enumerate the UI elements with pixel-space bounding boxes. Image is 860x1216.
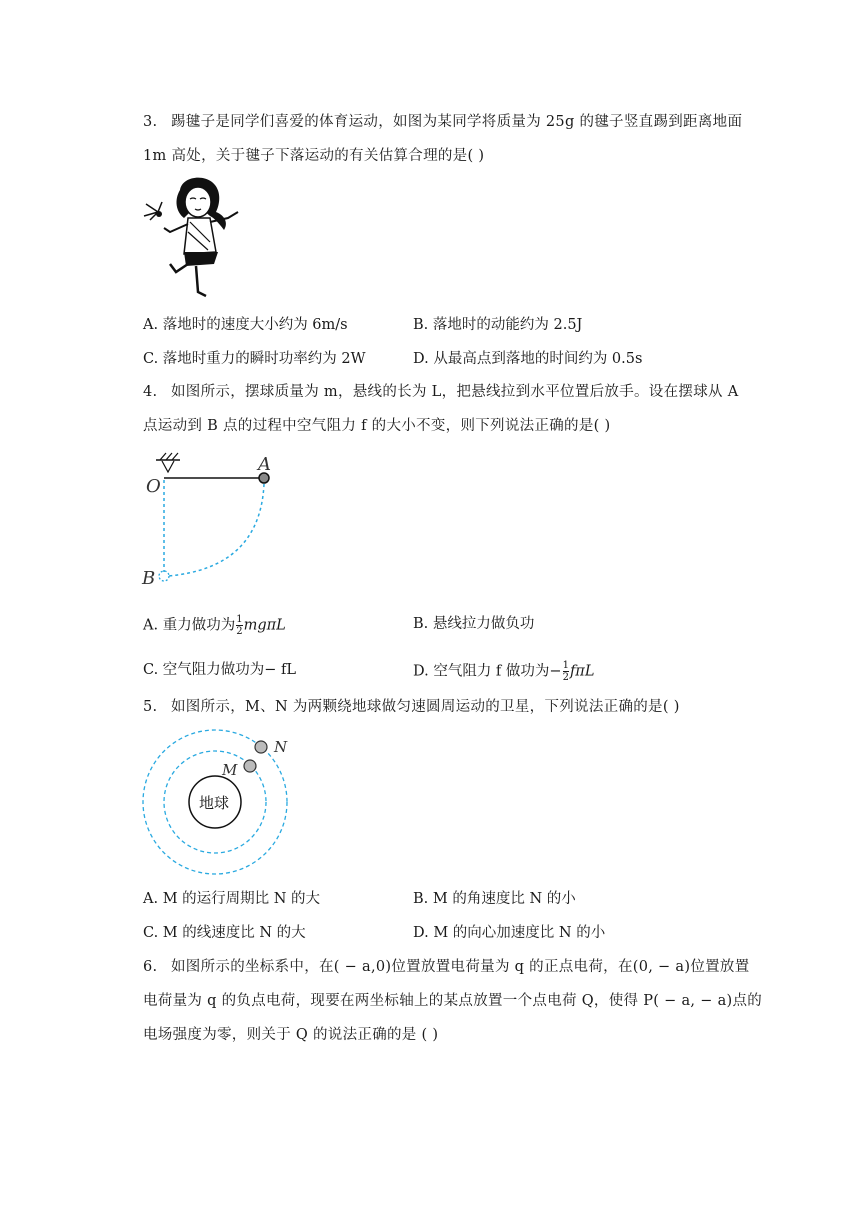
q3-option-a[interactable]: A. 落地时的速度大小约为 6m/s — [143, 317, 348, 333]
q4-label-b: B — [142, 568, 156, 589]
q5-option-a[interactable]: A. M 的运行周期比 N 的大 — [143, 891, 321, 907]
q5-earth-label: 地球 — [199, 794, 230, 812]
q6-number: 6. — [143, 959, 158, 975]
q4-option-d-frac-den: 2 — [562, 672, 569, 683]
q5-number: 5. — [143, 699, 158, 715]
q4-line-1 — [143, 382, 738, 402]
q3-text-1: 踢毽子是同学们喜爱的体育运动，如图为某同学将质量为 25g 的毽子竖直踢到距离地面 — [171, 114, 743, 130]
q5-label-m: M — [222, 761, 238, 779]
q3-girl-kicking-shuttlecock-figure — [140, 172, 250, 302]
q5-option-b[interactable]: B. M 的角速度比 N 的小 — [413, 891, 576, 907]
q3-number: 3. — [143, 114, 158, 130]
q3-option-c[interactable]: C. 落地时重力的瞬时功率约为 2W — [143, 351, 366, 367]
q3-line-1 — [143, 112, 742, 132]
q4-option-a-prefix: A. 重力做功为 — [143, 617, 236, 634]
q4-option-a-suffix: mgπL — [243, 617, 286, 634]
q5-option-d[interactable]: D. M 的向心加速度比 N 的小 — [413, 925, 606, 941]
q4-option-a[interactable] — [143, 614, 286, 637]
q6-line-3: 电场强度为零，则关于 Q 的说法正确的是 ( ) — [143, 1027, 439, 1043]
q4-option-a-frac-num: 1 — [236, 614, 243, 625]
q3-option-d[interactable]: D. 从最高点到落地的时间约为 0.5s — [413, 351, 643, 367]
q6-line-1 — [143, 957, 750, 977]
q3-option-b[interactable]: B. 落地时的动能约为 2.5J — [413, 317, 583, 333]
satellite-n — [255, 741, 267, 753]
q3-line-2: 1m 高处，关于毽子下落运动的有关估算合理的是( ) — [143, 148, 485, 164]
satellite-m — [244, 760, 256, 772]
q5-option-c[interactable]: C. M 的线速度比 N 的大 — [143, 925, 306, 941]
q4-label-o: O — [146, 476, 161, 497]
q4-option-d-fraction — [563, 660, 569, 683]
q4-option-d-frac-num: 1 — [562, 660, 569, 671]
q5-label-n: N — [274, 738, 288, 756]
q4-option-b[interactable]: B. 悬线拉力做负功 — [413, 616, 535, 632]
q4-number: 4. — [143, 384, 158, 400]
q4-option-d-prefix: D. 空气阻力 f 做功为− — [413, 663, 562, 680]
q5-satellite-orbits-figure — [140, 728, 300, 878]
q5-line-1 — [143, 697, 680, 717]
q4-option-c[interactable]: C. 空气阻力做功为− fL — [143, 662, 297, 678]
q4-option-a-fraction — [236, 614, 242, 637]
q4-text-1: 如图所示，摆球质量为 m，悬线的长为 L，把悬线拉到水平位置后放手。设在摆球从 A — [171, 384, 739, 400]
q4-label-a: A — [258, 454, 271, 475]
q6-text-1: 如图所示的坐标系中，在( − a,0)位置放置电荷量为 q 的正点电荷，在(0, − a)位置放置 — [171, 959, 750, 975]
q6-line-2: 电荷量为 q 的负点电荷，现要在两坐标轴上的某点放置一个点电荷 Q，使得 P( − a, − a)点的 — [143, 993, 763, 1009]
q4-line-2: 点运动到 B 点的过程中空气阻力 f 的大小不变，则下列说法正确的是( ) — [143, 418, 611, 434]
q4-option-a-frac-den: 2 — [236, 626, 243, 637]
q4-option-d[interactable] — [413, 660, 594, 683]
q5-text-1: 如图所示，M、N 为两颗绕地球做匀速圆周运动的卫星，下列说法正确的是( ) — [171, 699, 680, 715]
q4-option-d-suffix: fπL — [569, 663, 595, 680]
q4-pendulum-figure — [140, 450, 290, 590]
